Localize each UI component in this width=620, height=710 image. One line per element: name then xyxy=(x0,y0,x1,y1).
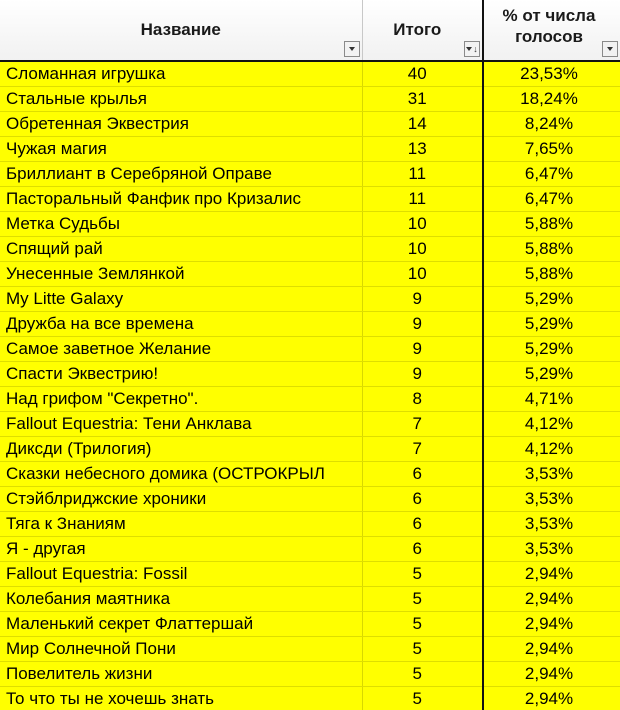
total-cell[interactable]: 13 xyxy=(362,137,483,162)
percent-cell[interactable]: 6,47% xyxy=(483,162,620,187)
name-cell[interactable]: My Litte Galaxy xyxy=(0,287,362,312)
filter-button-name[interactable] xyxy=(344,41,360,57)
percent-cell[interactable]: 2,94% xyxy=(483,562,620,587)
table-row xyxy=(0,187,620,212)
table-row xyxy=(0,512,620,537)
name-cell[interactable]: Бриллиант в Серебряной Оправе xyxy=(0,162,362,187)
name-cell[interactable]: Сказки небесного домика (ОСТРОКРЫЛ xyxy=(0,462,362,487)
percent-cell[interactable]: 2,94% xyxy=(483,637,620,662)
name-cell[interactable]: Мир Солнечной Пони xyxy=(0,637,362,662)
total-cell[interactable]: 6 xyxy=(362,462,483,487)
total-cell[interactable]: 7 xyxy=(362,412,483,437)
name-cell[interactable]: Метка Судьбы xyxy=(0,212,362,237)
name-cell[interactable]: Унесенные Землянкой xyxy=(0,262,362,287)
percent-cell[interactable]: 2,94% xyxy=(483,587,620,612)
dropdown-arrow-icon xyxy=(466,47,472,51)
table-row xyxy=(0,212,620,237)
total-cell[interactable]: 31 xyxy=(362,87,483,112)
name-cell[interactable]: Я - другая xyxy=(0,537,362,562)
table-row xyxy=(0,87,620,112)
table-row xyxy=(0,412,620,437)
header-row xyxy=(0,0,620,61)
column-header-percent-label: % от числа голосов xyxy=(502,6,596,46)
table-row xyxy=(0,662,620,687)
dropdown-arrow-icon xyxy=(349,47,355,51)
table-row xyxy=(0,262,620,287)
percent-cell[interactable]: 5,29% xyxy=(483,287,620,312)
name-cell[interactable]: Пасторальный Фанфик про Кризалис xyxy=(0,187,362,212)
table-row xyxy=(0,137,620,162)
percent-cell[interactable]: 3,53% xyxy=(483,537,620,562)
percent-cell[interactable]: 8,24% xyxy=(483,112,620,137)
name-cell[interactable]: Тяга к Знаниям xyxy=(0,512,362,537)
table-body xyxy=(0,61,620,710)
total-cell[interactable]: 11 xyxy=(362,187,483,212)
total-cell[interactable]: 9 xyxy=(362,287,483,312)
dropdown-arrow-icon xyxy=(607,47,613,51)
name-cell[interactable]: Самое заветное Желание xyxy=(0,337,362,362)
name-cell[interactable]: Стэйблриджские хроники xyxy=(0,487,362,512)
total-cell[interactable]: 8 xyxy=(362,387,483,412)
table-row xyxy=(0,487,620,512)
name-cell[interactable]: Чужая магия xyxy=(0,137,362,162)
table-row xyxy=(0,437,620,462)
name-cell[interactable]: Спасти Эквестрию! xyxy=(0,362,362,387)
percent-cell[interactable]: 5,29% xyxy=(483,362,620,387)
table-row xyxy=(0,61,620,87)
table-header xyxy=(0,0,620,61)
table-row xyxy=(0,462,620,487)
percent-cell[interactable]: 6,47% xyxy=(483,187,620,212)
total-cell[interactable]: 40 xyxy=(362,61,483,87)
total-cell[interactable]: 9 xyxy=(362,312,483,337)
percent-cell[interactable]: 5,88% xyxy=(483,262,620,287)
name-cell[interactable]: Сломанная игрушка xyxy=(0,61,362,87)
percent-cell[interactable]: 2,94% xyxy=(483,662,620,687)
name-cell[interactable]: То что ты не хочешь знать xyxy=(0,687,362,710)
name-cell[interactable]: Fallout Equestria: Тени Анклава xyxy=(0,412,362,437)
total-cell[interactable]: 6 xyxy=(362,487,483,512)
percent-cell[interactable]: 4,12% xyxy=(483,437,620,462)
filter-button-total[interactable] xyxy=(464,41,480,57)
table-row xyxy=(0,687,620,710)
total-cell[interactable]: 7 xyxy=(362,437,483,462)
percent-cell[interactable]: 18,24% xyxy=(483,87,620,112)
total-cell[interactable]: 11 xyxy=(362,162,483,187)
table-row xyxy=(0,162,620,187)
total-cell[interactable]: 5 xyxy=(362,612,483,637)
total-cell[interactable]: 9 xyxy=(362,362,483,387)
table-row xyxy=(0,537,620,562)
total-cell[interactable]: 6 xyxy=(362,537,483,562)
table-row xyxy=(0,612,620,637)
table-row xyxy=(0,337,620,362)
total-cell[interactable]: 5 xyxy=(362,587,483,612)
name-cell[interactable]: Стальные крылья xyxy=(0,87,362,112)
column-header-total-label: Итого xyxy=(393,20,442,39)
table-row xyxy=(0,587,620,612)
percent-cell[interactable]: 3,53% xyxy=(483,512,620,537)
table-row xyxy=(0,312,620,337)
total-cell[interactable]: 5 xyxy=(362,687,483,710)
name-cell[interactable]: Маленький секрет Флаттершай xyxy=(0,612,362,637)
sort-descending-icon: ↓ xyxy=(473,43,478,54)
percent-cell[interactable]: 23,53% xyxy=(483,61,620,87)
total-cell[interactable]: 10 xyxy=(362,262,483,287)
percent-cell[interactable]: 5,29% xyxy=(483,337,620,362)
table-row xyxy=(0,362,620,387)
total-cell[interactable]: 9 xyxy=(362,337,483,362)
name-cell[interactable]: Повелитель жизни xyxy=(0,662,362,687)
total-cell[interactable]: 10 xyxy=(362,212,483,237)
table-row xyxy=(0,237,620,262)
total-cell[interactable]: 5 xyxy=(362,562,483,587)
percent-cell[interactable]: 7,65% xyxy=(483,137,620,162)
name-cell[interactable]: Спящий рай xyxy=(0,237,362,262)
column-header-name[interactable] xyxy=(0,0,362,61)
total-cell[interactable]: 5 xyxy=(362,662,483,687)
percent-cell[interactable]: 5,29% xyxy=(483,312,620,337)
percent-cell[interactable]: 2,94% xyxy=(483,687,620,710)
total-cell[interactable]: 6 xyxy=(362,512,483,537)
name-cell[interactable]: Дружба на все времена xyxy=(0,312,362,337)
percent-cell[interactable]: 5,88% xyxy=(483,237,620,262)
percent-cell[interactable]: 4,12% xyxy=(483,412,620,437)
table-row xyxy=(0,387,620,412)
column-header-name-label: Название xyxy=(140,20,221,39)
name-cell[interactable]: Обретенная Эквестрия xyxy=(0,112,362,137)
name-cell[interactable]: Над грифом "Секретно". xyxy=(0,387,362,412)
name-cell[interactable]: Диксди (Трилогия) xyxy=(0,437,362,462)
total-cell[interactable]: 10 xyxy=(362,237,483,262)
total-cell[interactable]: 14 xyxy=(362,112,483,137)
name-cell[interactable]: Колебания маятника xyxy=(0,587,362,612)
column-header-percent[interactable] xyxy=(483,0,620,61)
percent-cell[interactable]: 3,53% xyxy=(483,487,620,512)
percent-cell[interactable]: 3,53% xyxy=(483,462,620,487)
table-row xyxy=(0,112,620,137)
name-cell[interactable]: Fallout Equestria: Fossil xyxy=(0,562,362,587)
total-cell[interactable]: 5 xyxy=(362,637,483,662)
table-row xyxy=(0,562,620,587)
percent-cell[interactable]: 2,94% xyxy=(483,612,620,637)
column-header-total[interactable] xyxy=(362,0,483,61)
table-row xyxy=(0,637,620,662)
filter-button-percent[interactable] xyxy=(602,41,618,57)
table-row xyxy=(0,287,620,312)
percent-cell[interactable]: 4,71% xyxy=(483,387,620,412)
percent-cell[interactable]: 5,88% xyxy=(483,212,620,237)
